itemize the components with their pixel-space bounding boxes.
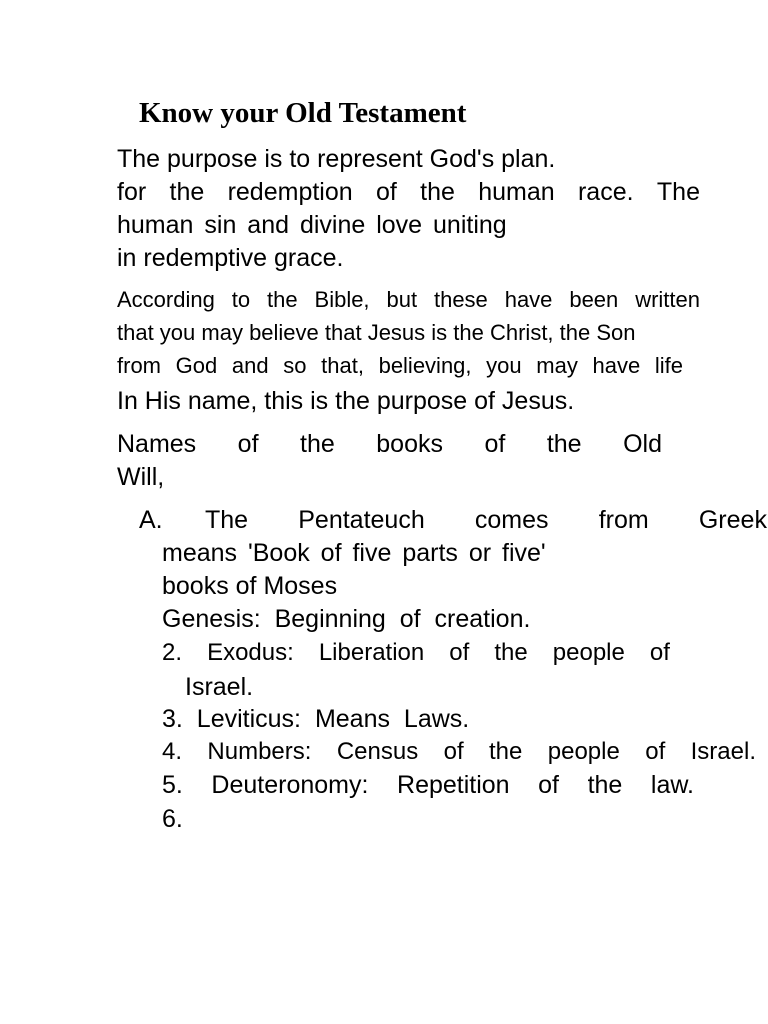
word: God xyxy=(175,353,218,378)
word: 5. xyxy=(162,771,183,799)
word: life xyxy=(654,353,683,378)
word: of xyxy=(538,771,560,799)
quote-line-2: that you may believe that Jesus is the Christ, the Son xyxy=(117,320,636,345)
quote-line-4: In His name, this is the purpose of Jesus. xyxy=(117,387,575,415)
word: Old xyxy=(623,430,662,458)
word: The xyxy=(205,506,249,534)
intro-line-4: in redemptive grace. xyxy=(117,244,344,272)
word: the xyxy=(169,178,205,206)
word: have xyxy=(592,353,641,378)
word: Greek xyxy=(698,506,767,534)
word: the xyxy=(494,639,528,666)
word: the xyxy=(587,771,623,799)
word: Bible, xyxy=(314,287,370,312)
word: the xyxy=(546,430,582,458)
intro-line-1: The purpose is to represent God's plan. xyxy=(117,145,556,173)
word: the xyxy=(267,287,298,312)
word: these xyxy=(433,287,488,312)
word: Liberation xyxy=(318,639,425,666)
word: the xyxy=(300,430,335,458)
word: of xyxy=(449,639,470,666)
word: race. xyxy=(577,178,634,206)
word: Deuteronomy: xyxy=(211,771,369,799)
word: you xyxy=(486,353,522,378)
list-item-4 xyxy=(162,740,756,764)
word: for xyxy=(117,178,147,206)
word: books xyxy=(376,430,443,458)
intro-line-3: human sin and divine love uniting xyxy=(117,211,507,239)
word: people xyxy=(547,738,620,765)
word: law. xyxy=(650,771,694,799)
word: comes xyxy=(474,506,549,534)
list-item-2-line-2: Israel. xyxy=(185,673,254,701)
word: of xyxy=(237,430,259,458)
word: of xyxy=(443,738,464,765)
word: of xyxy=(645,738,666,765)
word: have xyxy=(504,287,553,312)
names-heading-line-1 xyxy=(117,432,662,457)
quote-line-1 xyxy=(117,289,700,311)
word: to xyxy=(231,287,251,312)
list-item-3: 3. Leviticus: Means Laws. xyxy=(162,705,470,733)
word: but xyxy=(386,287,418,312)
word: 2. xyxy=(162,639,183,666)
names-heading-line-2: Will, xyxy=(117,463,165,491)
word: that, xyxy=(321,353,364,378)
word: The xyxy=(656,178,700,206)
word: redemption xyxy=(227,178,353,206)
quote-line-3 xyxy=(117,355,683,377)
word: and xyxy=(231,353,269,378)
document-title: Know your Old Testament xyxy=(139,97,467,129)
word: According xyxy=(117,287,215,312)
list-item-6: 6. xyxy=(162,805,183,833)
word: may xyxy=(536,353,578,378)
word: so xyxy=(283,353,307,378)
section-a-line-1 xyxy=(205,508,767,533)
word: been xyxy=(569,287,619,312)
intro-line-2 xyxy=(117,180,700,205)
word: of xyxy=(375,178,397,206)
word: from xyxy=(117,353,161,378)
word: believing, xyxy=(378,353,472,378)
word: Israel. xyxy=(690,738,756,765)
word: Exodus: xyxy=(207,639,294,666)
word: of xyxy=(649,639,670,666)
word: 4. xyxy=(162,738,183,765)
word: Census xyxy=(336,738,419,765)
word: the xyxy=(420,178,455,206)
word: of xyxy=(484,430,506,458)
word: Pentateuch xyxy=(298,506,425,534)
word: Numbers: xyxy=(207,738,312,765)
word: Names xyxy=(117,430,197,458)
word: from xyxy=(598,506,649,534)
word: human xyxy=(478,178,555,206)
word: people xyxy=(552,639,625,666)
section-a-line-3: books of Moses xyxy=(162,572,338,600)
list-item-2-line-1 xyxy=(162,641,670,665)
section-a-line-4: Genesis: Beginning of creation. xyxy=(162,605,531,633)
list-item-5 xyxy=(162,773,694,798)
section-a-line-2: means 'Book of five parts or five' xyxy=(162,539,546,567)
word: the xyxy=(489,738,523,765)
word: written xyxy=(635,287,700,312)
section-a-marker: A. xyxy=(139,506,163,534)
word: Repetition xyxy=(397,771,510,799)
